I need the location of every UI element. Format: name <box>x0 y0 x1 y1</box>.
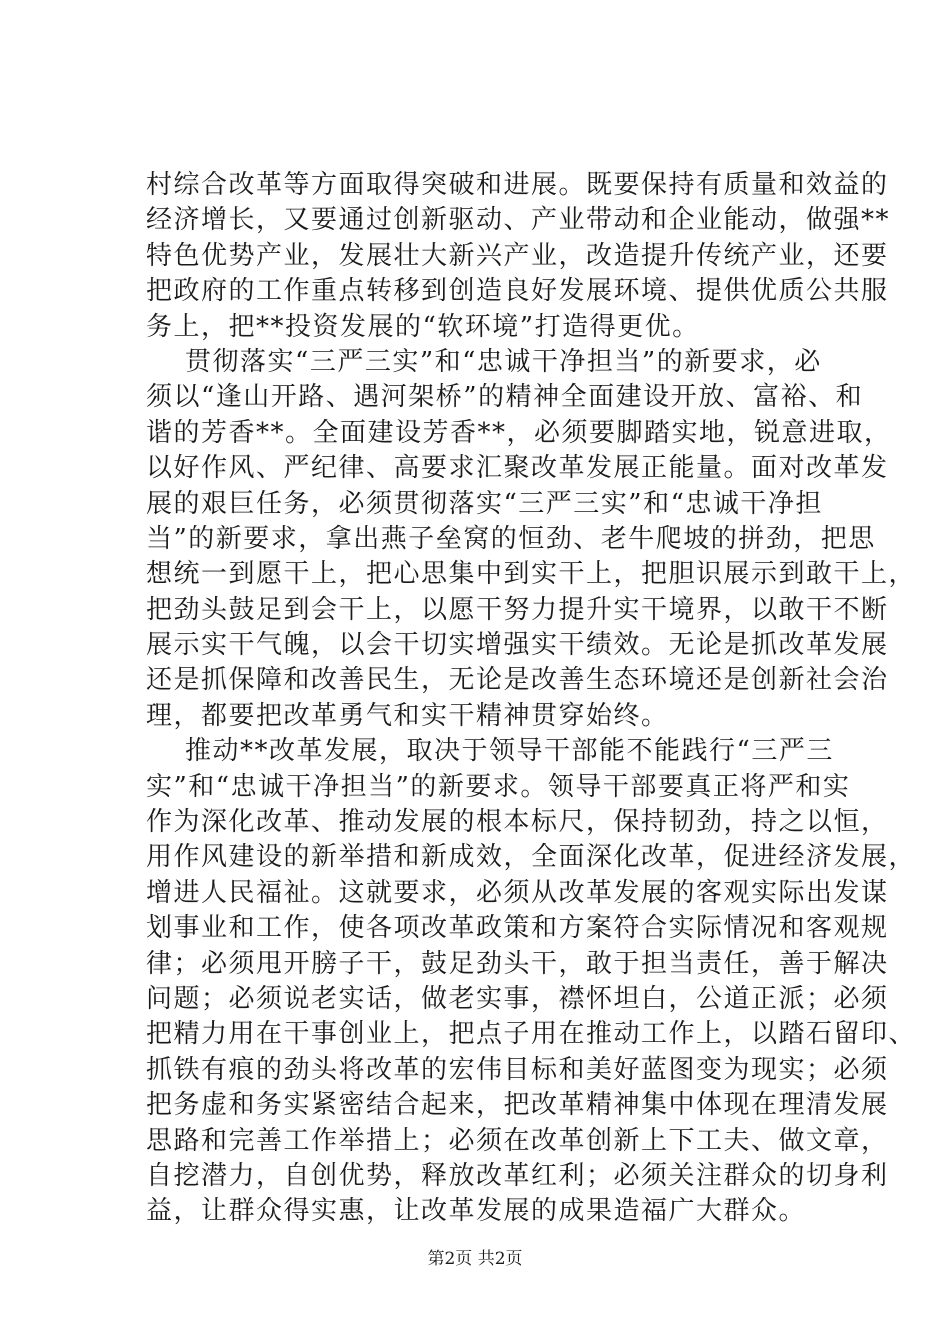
text-line: 务上，把**投资发展的“软环境”打造得更优。 <box>146 311 700 342</box>
text-line: 抓铁有痕的劲头将改革的宏伟目标和美好蓝图变为现实；必须 <box>146 1054 889 1085</box>
text-line: 思路和完善工作举措上；必须在改革创新上下工夫、做文章， <box>146 1125 889 1156</box>
body-text <box>146 168 917 1230</box>
page-footer: 第2页 共2页 <box>427 1249 523 1269</box>
text-line: 用作风建设的新举措和新成效，全面深化改革，促进经济发展， <box>146 842 917 873</box>
text-line: 益，让群众得实惠，让改革发展的成果造福广大群众。 <box>146 1196 807 1227</box>
text-line: 想统一到愿干上，把心思集中到实干上，把胆识展示到敢干上， <box>146 559 917 590</box>
text-line: 贯彻落实“三严三实”和“忠诚干净担当”的新要求，必 <box>146 346 822 377</box>
text-line: 以好作风、严纪律、高要求汇聚改革发展正能量。面对改革发 <box>146 453 889 484</box>
text-line: 划事业和工作，使各项改革政策和方案符合实际情况和客观规 <box>146 913 889 944</box>
text-line: 村综合改革等方面取得突破和进展。既要保持有质量和效益的 <box>146 170 889 200</box>
text-line: 把精力用在干事创业上，把点子用在推动工作上，以踏石留印、 <box>146 1019 917 1050</box>
text-line: 把政府的工作重点转移到创造良好发展环境、提供优质公共服 <box>146 276 889 307</box>
text-line: 推动**改革发展，取决于领导干部能不能践行“三严三 <box>146 736 834 767</box>
text-line: 问题；必须说老实话，做老实事，襟怀坦白，公道正派；必须 <box>146 983 889 1014</box>
text-line: 还是抓保障和改善民生，无论是改善生态环境还是创新社会治 <box>146 665 889 696</box>
text-line: 须以“逢山开路、遇河架桥”的精神全面建设开放、富裕、和 <box>146 382 864 413</box>
text-line: 把劲头鼓足到会干上，以愿干努力提升实干境界，以敢干不断 <box>146 594 889 625</box>
text-line: 实”和“忠诚干净担当”的新要求。领导干部要真正将严和实 <box>146 771 851 802</box>
text-line: 律；必须甩开膀子干，鼓足劲头干，敢于担当责任，善于解决 <box>146 948 889 979</box>
text-line: 作为深化改革、推动发展的根本标尺，保持韧劲，持之以恒， <box>146 807 889 838</box>
text-line: 增进人民福祉。这就要求，必须从改革发展的客观实际出发谋 <box>146 877 889 908</box>
text-line: 经济增长，又要通过创新驱动、产业带动和企业能动，做强** <box>146 205 891 236</box>
text-line: 把务虚和务实紧密结合起来，把改革精神集中体现在理清发展 <box>146 1090 889 1121</box>
text-line: 展的艰巨任务，必须贯彻落实“三严三实”和“忠诚干净担 <box>146 488 823 519</box>
text-line: 特色优势产业，发展壮大新兴产业，改造提升传统产业，还要 <box>146 240 889 271</box>
text-line: 自挖潜力，自创优势，释放改革红利；必须关注群众的切身利 <box>146 1160 889 1191</box>
text-line: 当”的新要求，拿出燕子垒窝的恒劲、老牛爬坡的拼劲，把思 <box>146 523 876 554</box>
text-line: 谐的芳香**。全面建设芳香**，必须要脚踏实地，锐意进取， <box>146 417 892 448</box>
text-line: 理，都要把改革勇气和实干精神贯穿始终。 <box>146 700 669 731</box>
text-line: 展示实干气魄，以会干切实增强实干绩效。无论是抓改革发展 <box>146 630 889 661</box>
